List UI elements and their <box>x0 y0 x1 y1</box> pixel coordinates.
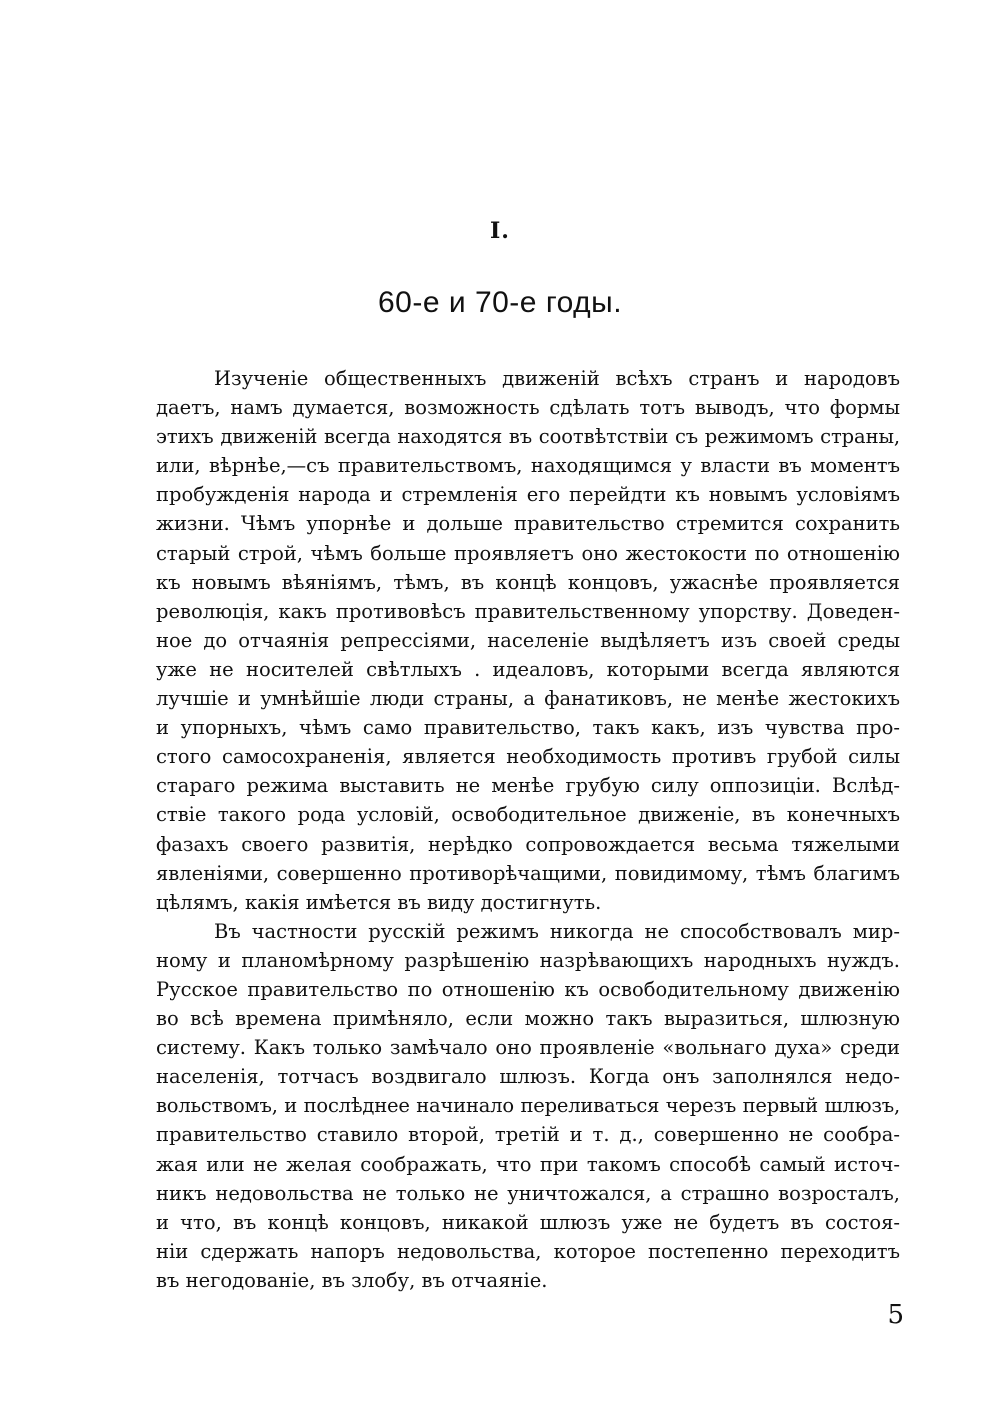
text-line: уже не носителей свѣтлыхъ . идеаловъ, которыми всегда являются <box>156 657 900 681</box>
text-line: ное до отчаянія репрессіями, населеніе выдѣляетъ изъ своей среды <box>156 628 900 652</box>
text-line: Въ частности русскій режимъ никогда не способствовалъ мир- <box>214 919 900 943</box>
text-line: вольствомъ, и послѣднее начинало переливаться черезъ первый шлюзъ, <box>156 1094 900 1118</box>
text-line: пробужденія народа и стремленія его перейдти къ новымъ условіямъ <box>156 483 900 507</box>
text-line: ствіе такого рода условій, освободительное движеніе, въ конечныхъ <box>156 803 900 827</box>
text-line: систему. Какъ только замѣчало оно проявленіе «вольнаго духа» среди <box>156 1036 900 1060</box>
text-line: ніи сдержать напоръ недовольства, которое постепенно переходитъ <box>156 1239 900 1263</box>
text-line: стараго режима выставить не менѣе грубую силу оппозиціи. Вслѣд- <box>156 774 900 798</box>
text-line: даетъ, намъ думается, возможность сдѣлать тотъ выводъ, что формы <box>156 396 900 420</box>
text-line: и упорныхъ, чѣмъ само правительство, такъ какъ, изъ чувства про- <box>156 716 900 740</box>
text-line: во всѣ времена примѣняло, если можно такъ выразиться, шлюзную <box>156 1007 900 1031</box>
text-line: цѣлямъ, какія имѣется въ виду достигнуть. <box>156 890 602 914</box>
text-line: старый строй, чѣмъ больше проявляетъ оно жестокости по отношенію <box>156 541 900 565</box>
text-line: никъ недовольства не только не уничтожался, а страшно возросталъ, <box>156 1181 900 1205</box>
text-line: ному и планомѣрному разрѣшенію назрѣвающихъ народныхъ нуждъ. <box>156 948 900 972</box>
text-line: Изученіе общественныхъ движеній всѣхъ странъ и народовъ <box>214 367 900 390</box>
page-number: 5 <box>887 1300 904 1330</box>
paragraph-1 <box>156 364 900 917</box>
text-line: Русское правительство по отношенію къ освободительному движенію <box>156 977 900 1001</box>
text-line: къ новымъ вѣяніямъ, тѣмъ, въ концѣ концовъ, ужаснѣе проявляется <box>156 570 900 594</box>
body-text <box>156 364 900 1295</box>
text-line: явленіями, совершенно противорѣчащими, повидимому, тѣмъ благимъ <box>156 861 900 885</box>
text-line: въ негодованіе, въ злобу, въ отчаяніе. <box>156 1268 548 1292</box>
text-line: стого самосохраненія, является необходимость противъ грубой силы <box>156 745 900 769</box>
text-line: или, вѣрнѣе,—съ правительствомъ, находящимся у власти въ моментъ <box>156 454 900 478</box>
text-line: правительство ставило второй, третій и т. д., совершенно не сообра- <box>156 1123 900 1147</box>
text-line: жизни. Чѣмъ упорнѣе и дольше правительство стремится сохранить <box>156 512 900 536</box>
chapter-title: 60-е и 70-е годы. <box>377 286 623 319</box>
chapter-number: I. <box>490 218 510 244</box>
text-line: этихъ движеній всегда находятся въ соотвѣтствіи съ режимомъ страны, <box>156 425 900 449</box>
paragraph-2 <box>156 917 900 1295</box>
text-line: революція, какъ противовѣсъ правительственному упорству. Доведен- <box>156 599 900 623</box>
text-line: и что, въ концѣ концовъ, никакой шлюзъ уже не будетъ въ состоя- <box>156 1210 900 1234</box>
text-line: фазахъ своего развитія, нерѣдко сопровождается весьма тяжелыми <box>156 832 900 856</box>
text-line: лучшіе и умнѣйшіе люди страны, а фанатиковъ, не менѣе жестокихъ <box>156 687 900 711</box>
text-line: жая или не желая соображать, что при такомъ способѣ самый источ- <box>156 1152 900 1176</box>
text-line: населенія, тотчасъ воздвигало шлюзъ. Когда онъ заполнялся недо- <box>156 1065 900 1089</box>
